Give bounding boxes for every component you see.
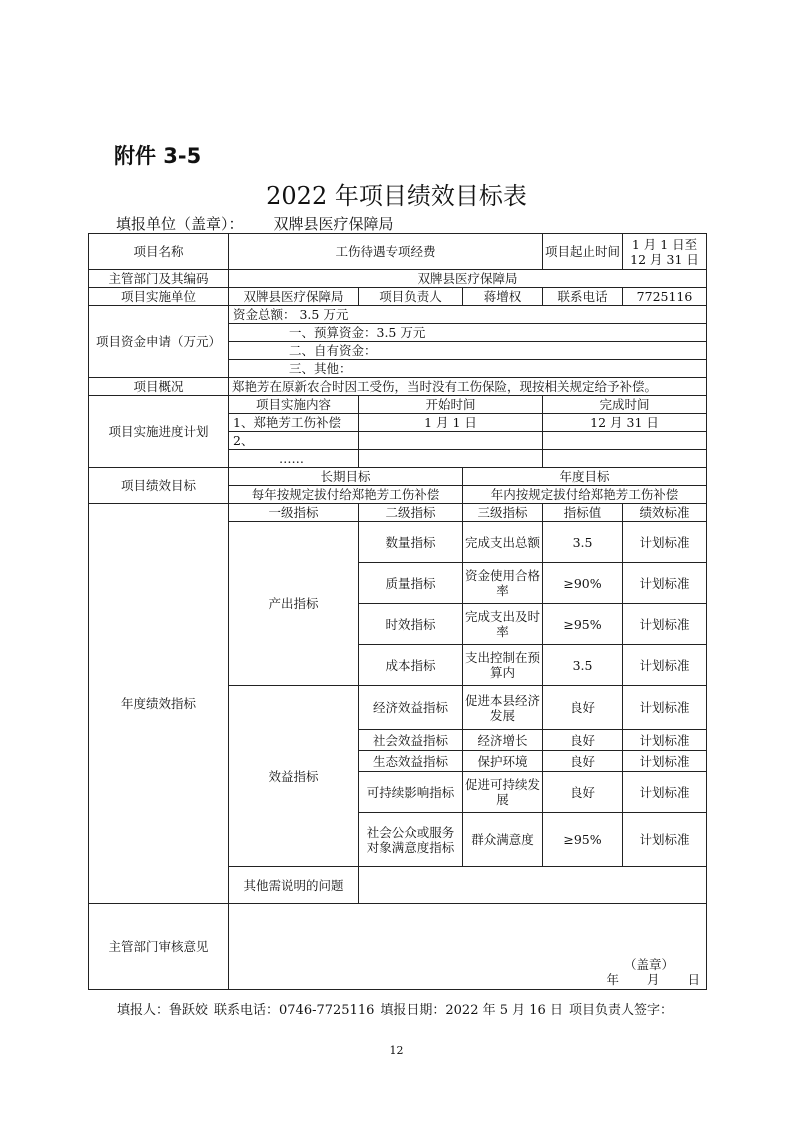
long-term-value: 每年按规定拔付给郑艳芳工伤补偿 [229, 486, 463, 504]
footer-filler: 填报人：鲁跃姣 [117, 1003, 209, 1018]
overview-label: 项目概况 [89, 378, 229, 396]
table-row [89, 234, 707, 270]
indicator-value: ≥90% [543, 563, 623, 604]
table-row [89, 306, 707, 324]
indicator-l2: 时效指标 [359, 604, 463, 645]
footer-phone: 联系电话：0746-7725116 [214, 1003, 375, 1018]
footer-signature: 项目负责人签字： [568, 1003, 673, 1018]
phone-value: 7725116 [623, 288, 707, 306]
indicator-value: 良好 [543, 730, 623, 751]
date-month: 月 [646, 972, 660, 987]
stamp-label: （盖章） [624, 957, 675, 972]
indicator-std: 计划标准 [623, 772, 707, 813]
period-label: 项目起止时间 [543, 234, 623, 270]
impl-unit-value: 双牌县医疗保障局 [229, 288, 359, 306]
funds-own: 二、自有资金： [229, 342, 707, 360]
indicator-value: 3.5 [543, 645, 623, 686]
indicator-l3: 保护环境 [463, 751, 543, 772]
project-name-label: 项目名称 [89, 234, 229, 270]
schedule-content: 2、 [229, 432, 359, 450]
ind-header-std: 绩效标准 [623, 504, 707, 522]
schedule-content: …… [229, 450, 359, 468]
indicator-l3: 完成支出及时率 [463, 604, 543, 645]
impl-unit-label: 项目实施单位 [89, 288, 229, 306]
indicator-l3: 支出控制在预算内 [463, 645, 543, 686]
indicator-std: 计划标准 [623, 686, 707, 730]
indicator-l3: 促进可持续发展 [463, 772, 543, 813]
period-value: 1 月 1 日至 12 月 31 日 [623, 234, 707, 270]
review-date [578, 972, 700, 987]
page-title: 2022 年项目绩效目标表 [266, 182, 527, 210]
indicator-value: 良好 [543, 772, 623, 813]
schedule-label: 项目实施进度计划 [89, 396, 229, 468]
date-day: 日 [687, 972, 701, 987]
indicator-std: 计划标准 [623, 645, 707, 686]
annual-goal-label: 年度目标 [463, 468, 707, 486]
indicator-l2: 质量指标 [359, 563, 463, 604]
indicator-std: 计划标准 [623, 751, 707, 772]
fill-unit-label: 填报单位（盖章）： [116, 215, 244, 233]
schedule-header-start: 开始时间 [359, 396, 543, 414]
funds-total: 资金总额： 3.5 万元 [229, 306, 707, 324]
performance-target-table [88, 233, 707, 990]
ind-header-l2: 二级指标 [359, 504, 463, 522]
indicator-l2: 数量指标 [359, 522, 463, 563]
project-name-value: 工伤待遇专项经费 [229, 234, 543, 270]
indicator-value: 良好 [543, 751, 623, 772]
footer-date: 填报日期：2022 年 5 月 16 日 [380, 1003, 563, 1018]
indicator-l3: 经济增长 [463, 730, 543, 751]
indicator-l2: 社会公众或服务对象满意度指标 [359, 813, 463, 867]
dept-value: 双牌县医疗保障局 [229, 270, 707, 288]
table-row [89, 378, 707, 396]
indicator-value: ≥95% [543, 604, 623, 645]
annual-goal-value: 年内按规定拔付给郑艳芳工伤补偿 [463, 486, 707, 504]
indicator-l3: 完成支出总额 [463, 522, 543, 563]
other-issues-value [359, 867, 707, 904]
annual-indicator-label: 年度绩效指标 [89, 504, 229, 904]
leader-value: 蒋增权 [463, 288, 543, 306]
funds-label: 项目资金申请（万元） [89, 306, 229, 378]
schedule-start: 1 月 1 日 [359, 414, 543, 432]
schedule-content: 1、郑艳芳工伤补偿 [229, 414, 359, 432]
indicator-l2: 可持续影响指标 [359, 772, 463, 813]
dept-label: 主管部门及其编码 [89, 270, 229, 288]
schedule-start [359, 450, 543, 468]
schedule-header-end: 完成时间 [543, 396, 707, 414]
indicator-l2: 成本指标 [359, 645, 463, 686]
indicator-value: 3.5 [543, 522, 623, 563]
date-year: 年 [606, 972, 619, 987]
overview-value: 郑艳芳在原新农合时因工受伤，当时没有工伤保险，现按相关规定给予补偿。 [229, 378, 707, 396]
indicator-l2: 生态效益指标 [359, 751, 463, 772]
schedule-end: 12 月 31 日 [543, 414, 707, 432]
indicator-value: ≥95% [543, 813, 623, 867]
benefit-indicator-label: 效益指标 [229, 686, 359, 867]
indicator-l3: 促进本县经济发展 [463, 686, 543, 730]
indicator-l2: 社会效益指标 [359, 730, 463, 751]
indicator-std: 计划标准 [623, 522, 707, 563]
funds-budget: 一、预算资金：3.5 万元 [229, 324, 707, 342]
schedule-end [543, 450, 707, 468]
table-row [89, 504, 707, 522]
indicator-std: 计划标准 [623, 813, 707, 867]
indicator-std: 计划标准 [623, 730, 707, 751]
ind-header-value: 指标值 [543, 504, 623, 522]
table-row [89, 468, 707, 486]
leader-label: 项目负责人 [359, 288, 463, 306]
schedule-end [543, 432, 707, 450]
ind-header-l1: 一级指标 [229, 504, 359, 522]
phone-label: 联系电话 [543, 288, 623, 306]
review-label: 主管部门审核意见 [89, 904, 229, 990]
indicator-std: 计划标准 [623, 604, 707, 645]
footer-line [117, 999, 679, 1018]
funds-other: 三、其他： [229, 360, 707, 378]
indicator-l2: 经济效益指标 [359, 686, 463, 730]
review-signature-area [229, 904, 707, 990]
table-row [89, 288, 707, 306]
table-row [89, 396, 707, 414]
schedule-start [359, 432, 543, 450]
other-issues-label: 其他需说明的问题 [229, 867, 359, 904]
fill-unit-line [116, 213, 394, 234]
output-indicator-label: 产出指标 [229, 522, 359, 686]
ind-header-l3: 三级指标 [463, 504, 543, 522]
indicator-l3: 资金使用合格率 [463, 563, 543, 604]
fill-unit-name: 双牌县医疗保障局 [273, 215, 394, 233]
long-term-label: 长期目标 [229, 468, 463, 486]
indicator-std: 计划标准 [623, 563, 707, 604]
indicator-l3: 群众满意度 [463, 813, 543, 867]
table-row [89, 270, 707, 288]
perf-goal-label: 项目绩效目标 [89, 468, 229, 504]
schedule-header-content: 项目实施内容 [229, 396, 359, 414]
indicator-value: 良好 [543, 686, 623, 730]
table-row [89, 904, 707, 990]
attachment-label: 附件 3-5 [114, 144, 202, 168]
page-number: 12 [389, 1044, 404, 1057]
